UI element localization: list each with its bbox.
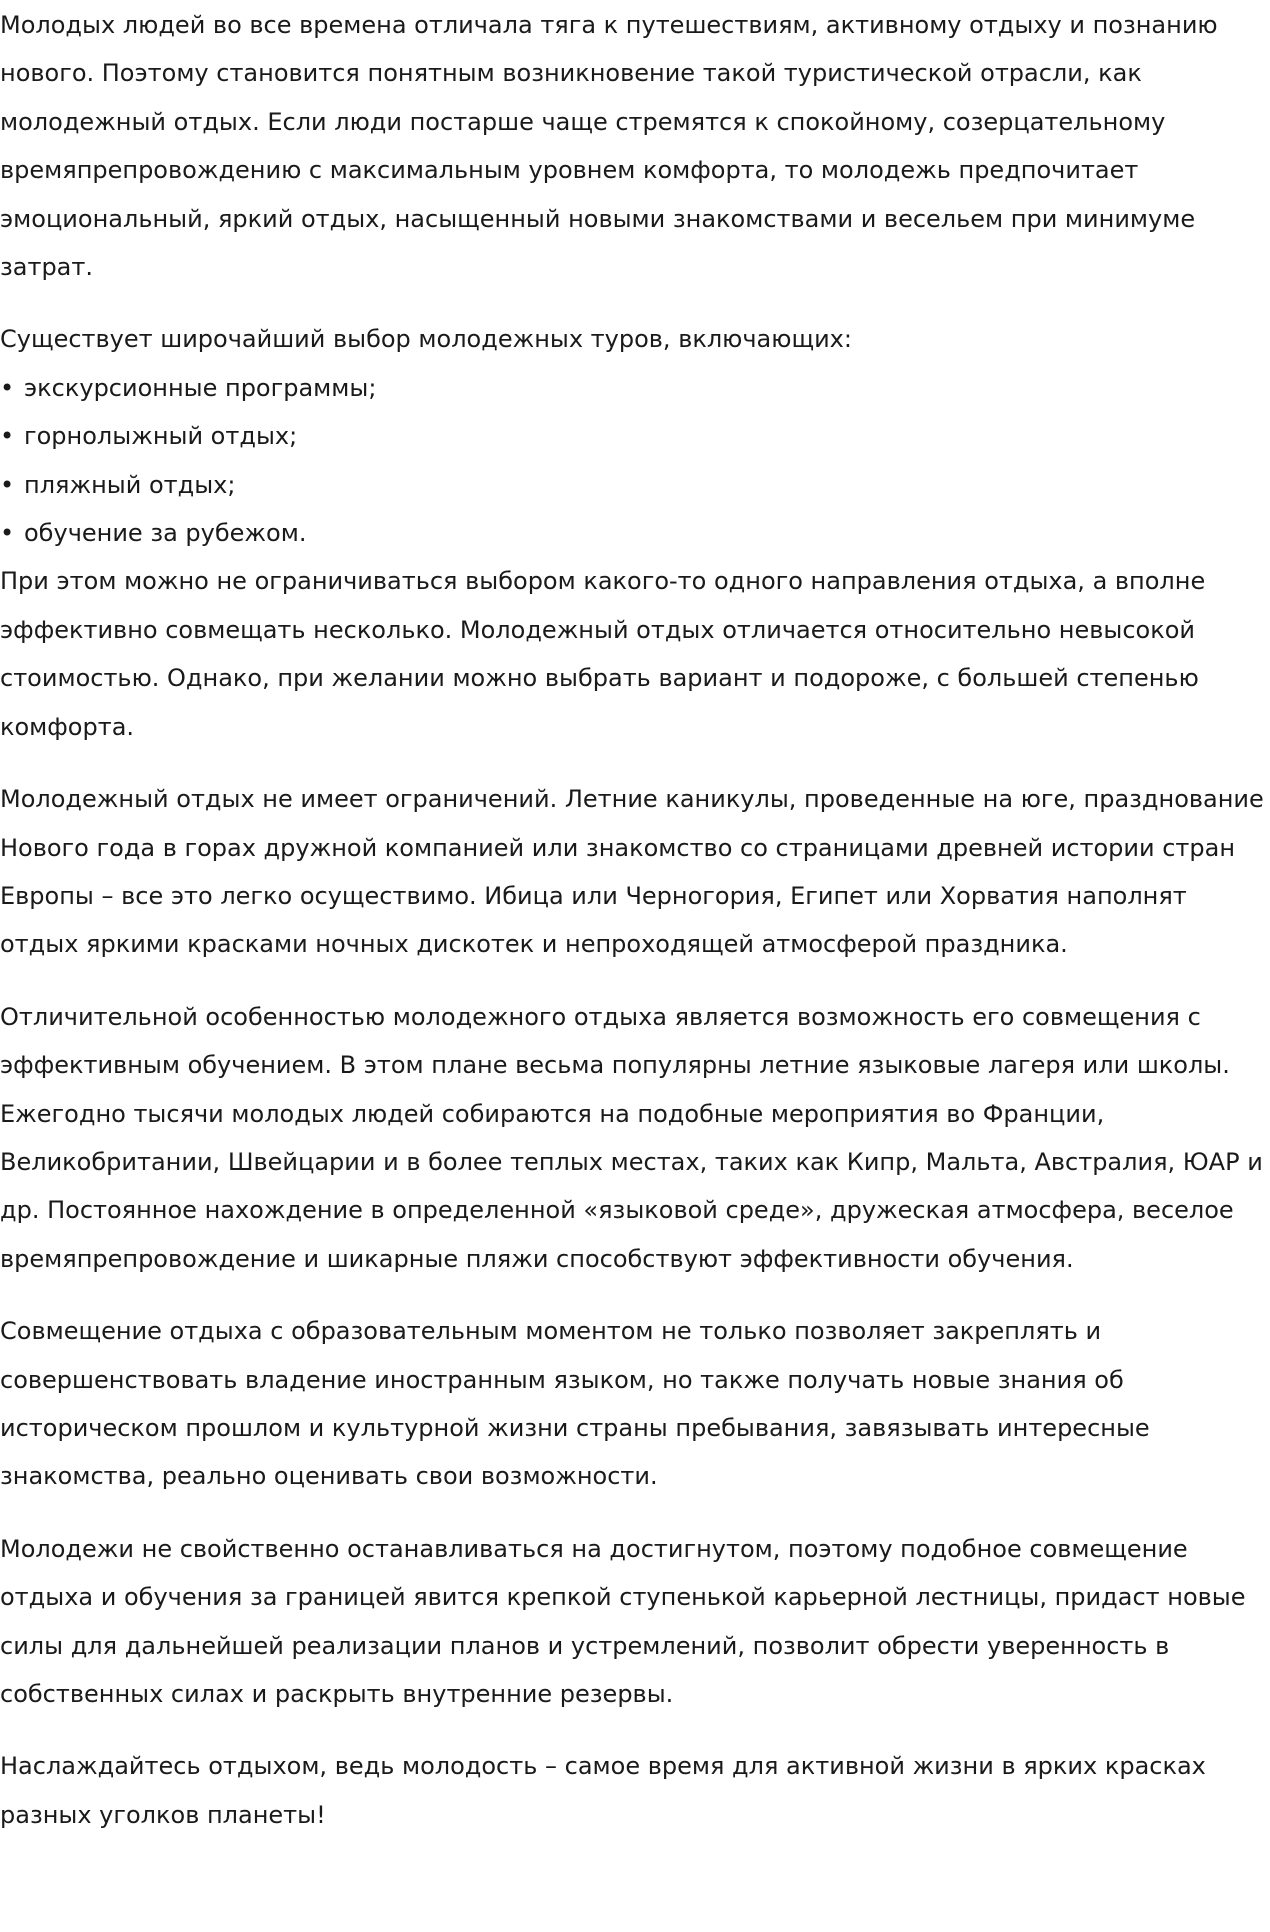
paragraph-no-limits: Молодежный отдых не имеет ограничений. Летние каникулы, проведенные на юге, празднование Нового года в горах дружной компанией или знакомство со страницами древней истории стран Европы – все это легко осуществимо. Ибица или Черногория, Египет или Хорватия наполнят отдых яркими красками ночных дискотек и непроходящей атмосферой праздника. — [0, 785, 1264, 959]
tour-types-list — [0, 364, 1270, 558]
paragraph-career: Молодежи не свойственно останавливаться на достигнутом, поэтому подобное совмещение отдыха и обучения за границей явится крепкой ступенькой карьерной лестницы, придаст новые силы для дальнейшей реализации планов и устремлений, позволит обрести уверенность в собственных силах и раскрыть внутренние резервы. — [0, 1534, 1246, 1708]
bullet-icon: • — [0, 470, 15, 499]
list-item-text: пляжный отдых; — [24, 470, 236, 499]
bullet-icon: • — [0, 519, 15, 548]
paragraph-learning: Отличительной особенностью молодежного отдыха является возможность его совмещения с эффективным обучением. В этом плане весьма популярны летние языковые лагеря или школы. Ежегодно тысячи молодых людей собираются на подобные мероприятия во Франции, Великобритании, Швейцарии и в более теплых местах, таких как Кипр, Мальта, Австралия, ЮАР и др. Постоянное нахождение в определенной «языковой среде», дружеская атмосфера, веселое времяпрепровождение и шикарные пляжи способствуют эффективности обучения. — [0, 1002, 1263, 1273]
bullet-icon: • — [0, 422, 15, 451]
list-item-text: обучение за рубежом. — [24, 519, 307, 548]
paragraph-closing: Наслаждайтесь отдыхом, ведь молодость – самое время для активной жизни в ярких красках разных уголков планеты! — [0, 1752, 1206, 1829]
paragraph-education-benefits: Совмещение отдыха с образовательным моментом не только позволяет закреплять и совершенствовать владение иностранным языком, но также получать новые знания об историческом прошлом и культурной жизни страны пребывания, завязывать интересные знакомства, реально оценивать свои возможности. — [0, 1317, 1150, 1491]
list-item-text: горнолыжный отдых; — [24, 422, 298, 451]
bullet-icon: • — [0, 373, 15, 402]
paragraph-tour-types-intro: Существует широчайший выбор молодежных туров, включающих: — [0, 325, 852, 354]
paragraph-intro: Молодых людей во все времена отличала тяга к путешествиям, активному отдыху и познанию нового. Поэтому становится понятным возникновение такой туристической отрасли, как молодежный отдых. Если люди постарше чаще стремятся к спокойному, созерцательному времяпрепровождению с максимальным уровнем комфорта, то молодежь предпочитает эмоциональный, яркий отдых, насыщенный новыми знакомствами и весельем при минимуме затрат. — [0, 11, 1218, 282]
paragraph-combine-directions: При этом можно не ограничиваться выбором какого-то одного направления отдыха, а вполне эффективно совмещать несколько. Молодежный отдых отличается относительно невысокой стоимостью. Однако, при желании можно выбрать вариант и подороже, с большей степенью комфорта. — [0, 567, 1206, 741]
list-item — [0, 461, 1270, 509]
list-item-text: экскурсионные программы; — [24, 373, 377, 402]
list-item — [0, 412, 1270, 460]
list-item — [0, 364, 1270, 412]
list-item — [0, 509, 1270, 557]
